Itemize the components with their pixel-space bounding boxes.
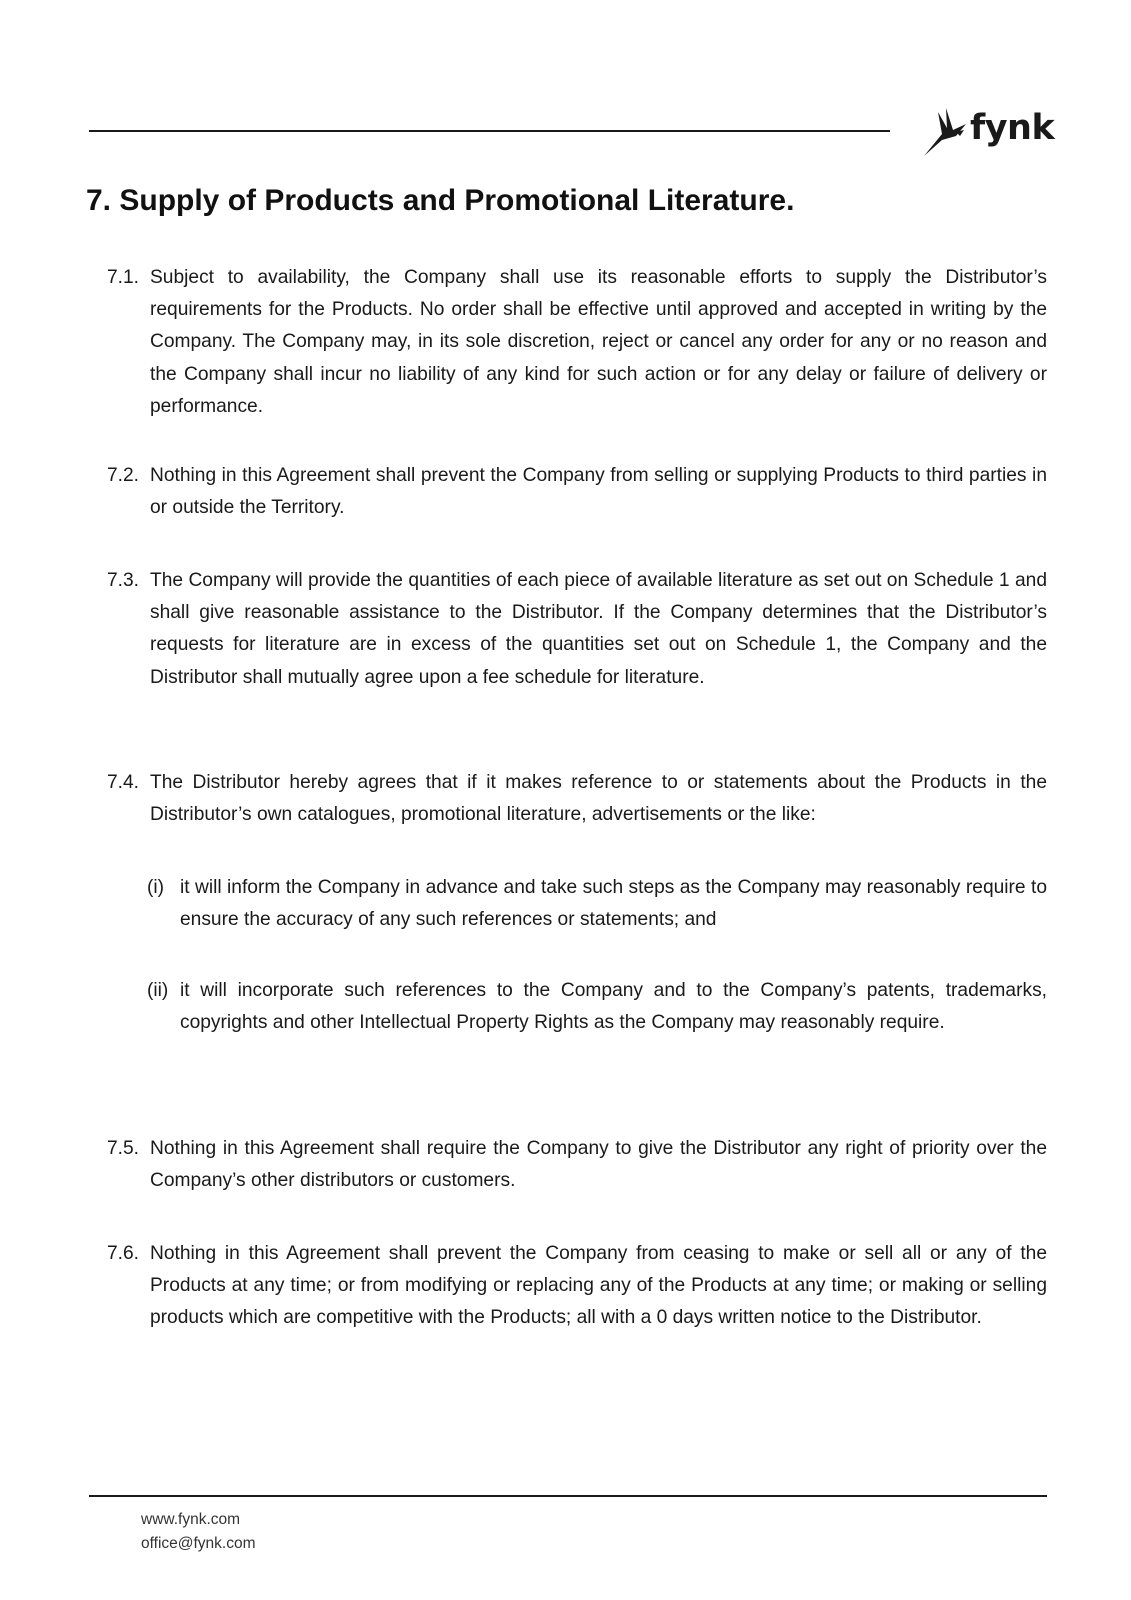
subclause-i [147,872,1047,936]
header-divider [89,130,890,132]
footer [141,1508,256,1556]
clause-7-3 [89,565,1047,694]
clause-text: Nothing in this Agreement shall require the Company to give the Distributor any right of priority over the Company’s other distributors or customers. [150,1138,1047,1192]
clause-7-1 [89,262,1047,423]
clause-7-5 [89,1133,1047,1197]
logo-wordmark: fynk [970,108,1055,148]
clause-7-2 [89,460,1047,524]
subclause-text: it will inform the Company in advance and take such steps as the Company may reasonably require to ensure the accuracy of any such references or statements; and [180,877,1047,931]
clause-number: 7.5. [107,1138,140,1159]
footer-email-link[interactable]: office@fynk.com [141,1535,256,1552]
clause-7-6 [89,1238,1047,1335]
clause-text: Nothing in this Agreement shall prevent the Company from selling or supplying Products to third parties in or outside the Territory. [150,465,1047,519]
footer-website-link[interactable]: www.fynk.com [141,1511,241,1528]
section-title: 7. Supply of Products and Promotional Literature. [86,184,795,217]
subclause-number: (ii) [147,980,169,1001]
bird-logo-icon [920,106,968,158]
footer-divider [89,1495,1047,1497]
clause-7-4 [89,767,1047,831]
clause-number: 7.4. [107,772,140,793]
clause-text: The Company will provide the quantities of each piece of available literature as set out on Schedule 1 and shall give reasonable assistance to the Distributor. If the Company determines that the Distributor’s requests for literature are in excess of the quantities set out on Schedule 1, the Company and the Distributor shall mutually agree upon a fee schedule for literature. [150,570,1047,688]
subclause-number: (i) [147,877,165,898]
fynk-logo [920,104,1055,160]
subclause-text: it will incorporate such references to the Company and to the Company’s patents, trademarks, copyrights and other Intellectual Property Rights as the Company may reasonably require. [180,980,1047,1034]
subclause-ii [147,975,1047,1039]
clause-number: 7.6. [107,1243,140,1264]
clause-text: Subject to availability, the Company shall use its reasonable efforts to supply the Distributor’s requirements for the Products. No order shall be effective until approved and accepted in writing by the Company. The Company may, in its sole discretion, reject or cancel any order for any or no reason and the Company shall incur no liability of any kind for such action or for any delay or failure of delivery or performance. [150,267,1047,417]
clause-text: Nothing in this Agreement shall prevent the Company from ceasing to make or sell all or any of the Products at any time; or from modifying or replacing any of the Products at any time; or making or selling products which are competitive with the Products; all with a 0 days written notice to the Distributor. [150,1243,1047,1329]
clause-text: The Distributor hereby agrees that if it makes reference to or statements about the Products in the Distributor’s own catalogues, promotional literature, advertisements or the like: [150,772,1047,826]
clause-number: 7.3. [107,570,140,591]
clause-number: 7.2. [107,465,140,486]
clause-number: 7.1. [107,267,140,288]
